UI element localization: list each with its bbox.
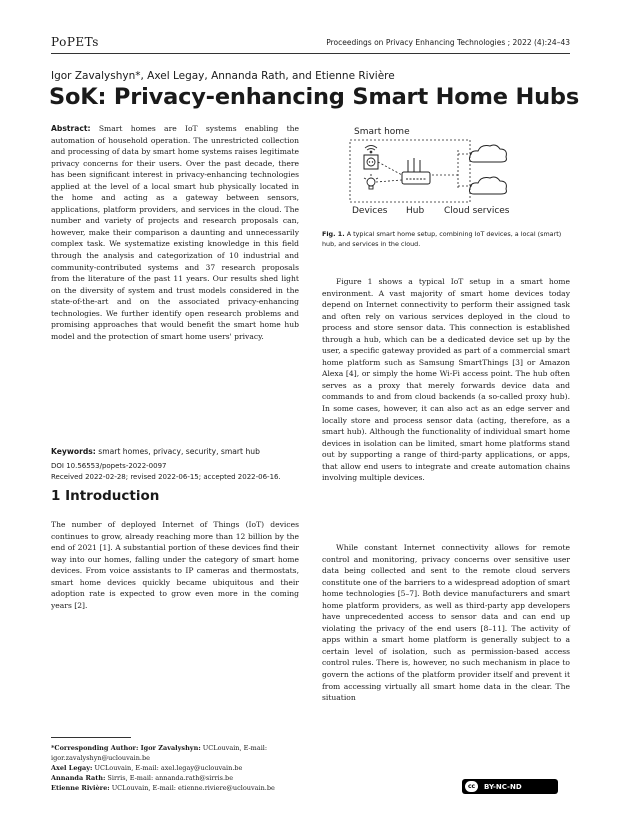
cc-license-badge[interactable] [462,779,558,794]
keywords-label: Keywords: [51,447,96,456]
journal-short-name: PoPETs [51,35,99,49]
figure-caption [322,229,570,249]
journal-citation: Proceedings on Privacy Enhancing Technologies ; 2022 (4):24–43 [326,38,570,47]
section-heading-introduction: 1 Introduction [51,488,160,504]
cloud-icon [470,145,507,162]
footnote-rule [51,737,131,738]
keywords-text: smart homes, privacy, security, smart hub [98,447,260,456]
footnote-1: *Corresponding Author: Igor Zavalyshyn: UCLouvain, E-mail: igor.zavalyshyn@uclouvain.be [51,744,268,762]
smart-home-figure [340,120,530,220]
figure-title: Smart home [354,127,410,137]
footnote-4: Etienne Rivière: UCLouvain, E-mail: etienne.riviere@uclouvain.be [51,784,275,792]
abstract [51,123,299,342]
abstract-label: Abstract: [51,124,91,133]
footnote-2: Axel Legay: UCLouvain, E-mail: axel.legay@uclouvain.be [51,764,243,772]
license-text: BY-NC-ND [484,782,522,791]
label-hub: Hub [406,206,425,216]
keywords [51,447,299,456]
light-bulb-icon [364,174,378,189]
doi: DOI 10.56553/popets-2022-0097 [51,462,167,470]
header-rule [51,53,570,54]
footnote-3: Annanda Rath: Sirris, E-mail: annanda.rath@sirris.be [51,774,234,782]
author-list: Igor Zavalyshyn*, Axel Legay, Annanda Rath, and Etienne Rivière [51,70,395,82]
body-paragraph-1: Figure 1 shows a typical IoT setup in a smart home environment. A vast majority of smart home devices today depend on Internet connectivity to perform their assigned task and often rely on various services deployed in the cloud to process and store sensor data. This connection is established through a hub, which can be a dedicated device set up by the user, a specific gateway provided as part of a commercial smart home platform such as Samsung SmartThings [3] or Amazon Alexa [4], or simply the home Wi-Fi access point. The hub often serves as a proxy that merely forwards device data and commands to and from cloud backends (a so-called proxy hub). In some cases, however, it can also act as an edge server and locally store and process sensor data (acting, therefore, as a smart hub). Although the functionality of individual smart home devices in isolation can be limited, smart home platforms stand out by supporting a range of third-party applications, or apps, that allow end users to integrate and create automation chains involving multiple devices. [322,277,570,483]
label-devices: Devices [352,206,388,216]
body-paragraph-2: While constant Internet connectivity allows for remote control and monitoring, privacy concerns over sensitive user data being collected and sent to the remote cloud servers constitute one of the barriers to a widespread adoption of smart home technologies [5–7]. Both device manufacturers and smart home platform providers, as well as third-party app developers have unprecedented access to sensor data and can end up violating the privacy of the end users [8–11]. The activity of apps within a smart home platform is generally subject to a certain level of isolation, such as permission-based access control rules. There is, however, no such mechanism in place to govern the actions of the platform provider itself and prevent it from accessing virtually all smart home data in the clear. The situation [322,543,570,703]
cloud-icon [470,177,507,194]
label-cloud-services: Cloud services [444,206,510,216]
figure-caption-label: Fig. 1. [322,230,345,238]
abstract-text: Smart homes are IoT systems enabling the automation of household operation. The unrestricted collection and processing of data by smart home systems raises legitimate privacy concerns for their users. Over the past decade, there has been significant interest in privacy-enhancing technologies applied at the level of a local smart hub physically located in the home and acting as a gateway between sensors, applications, platform providers, and services in the cloud. The number and variety of projects and research proposals can, however, make their comparison a daunting and unnecessarily complex task. We systematize existing knowledge in this field through the analysis and categorization of 10 industrial and community-contributed systems and 37 research proposals from the literature of the past 11 years. Our results shed light on the diversity of system and trust models considered in the state-of-the-art and on the associated privacy-enhancing technologies. We further identify open research problems and promising approaches that would benefit the smart home hub model and the protection of smart home users' privacy. [51,124,300,341]
wifi-icon [365,146,377,153]
introduction-paragraph: The number of deployed Internet of Things (IoT) devices continues to grow, already reaching more than 12 billion by the end of 2021 [1]. A substantial portion of these devices find their way into our homes, falling under the category of smart home devices. From voice assistants to IP cameras and thermostats, smart home devices quickly became ubiquitous and their adoption rate is expected to grow even more in the coming years [2]. [51,520,299,610]
smart-plug-icon [364,155,378,169]
cc-icon: cc [465,781,478,792]
figure-caption-text: A typical smart home setup, combining IoT devices, a local (smart) hub, and services in the cloud. [322,230,562,248]
paper-title: SoK: Privacy-enhancing Smart Home Hubs [49,84,580,110]
footnotes [51,743,299,793]
received-dates: Received 2022-02-28; revised 2022-06-15; accepted 2022-06-16. [51,473,281,481]
hub-router-icon [402,158,430,184]
